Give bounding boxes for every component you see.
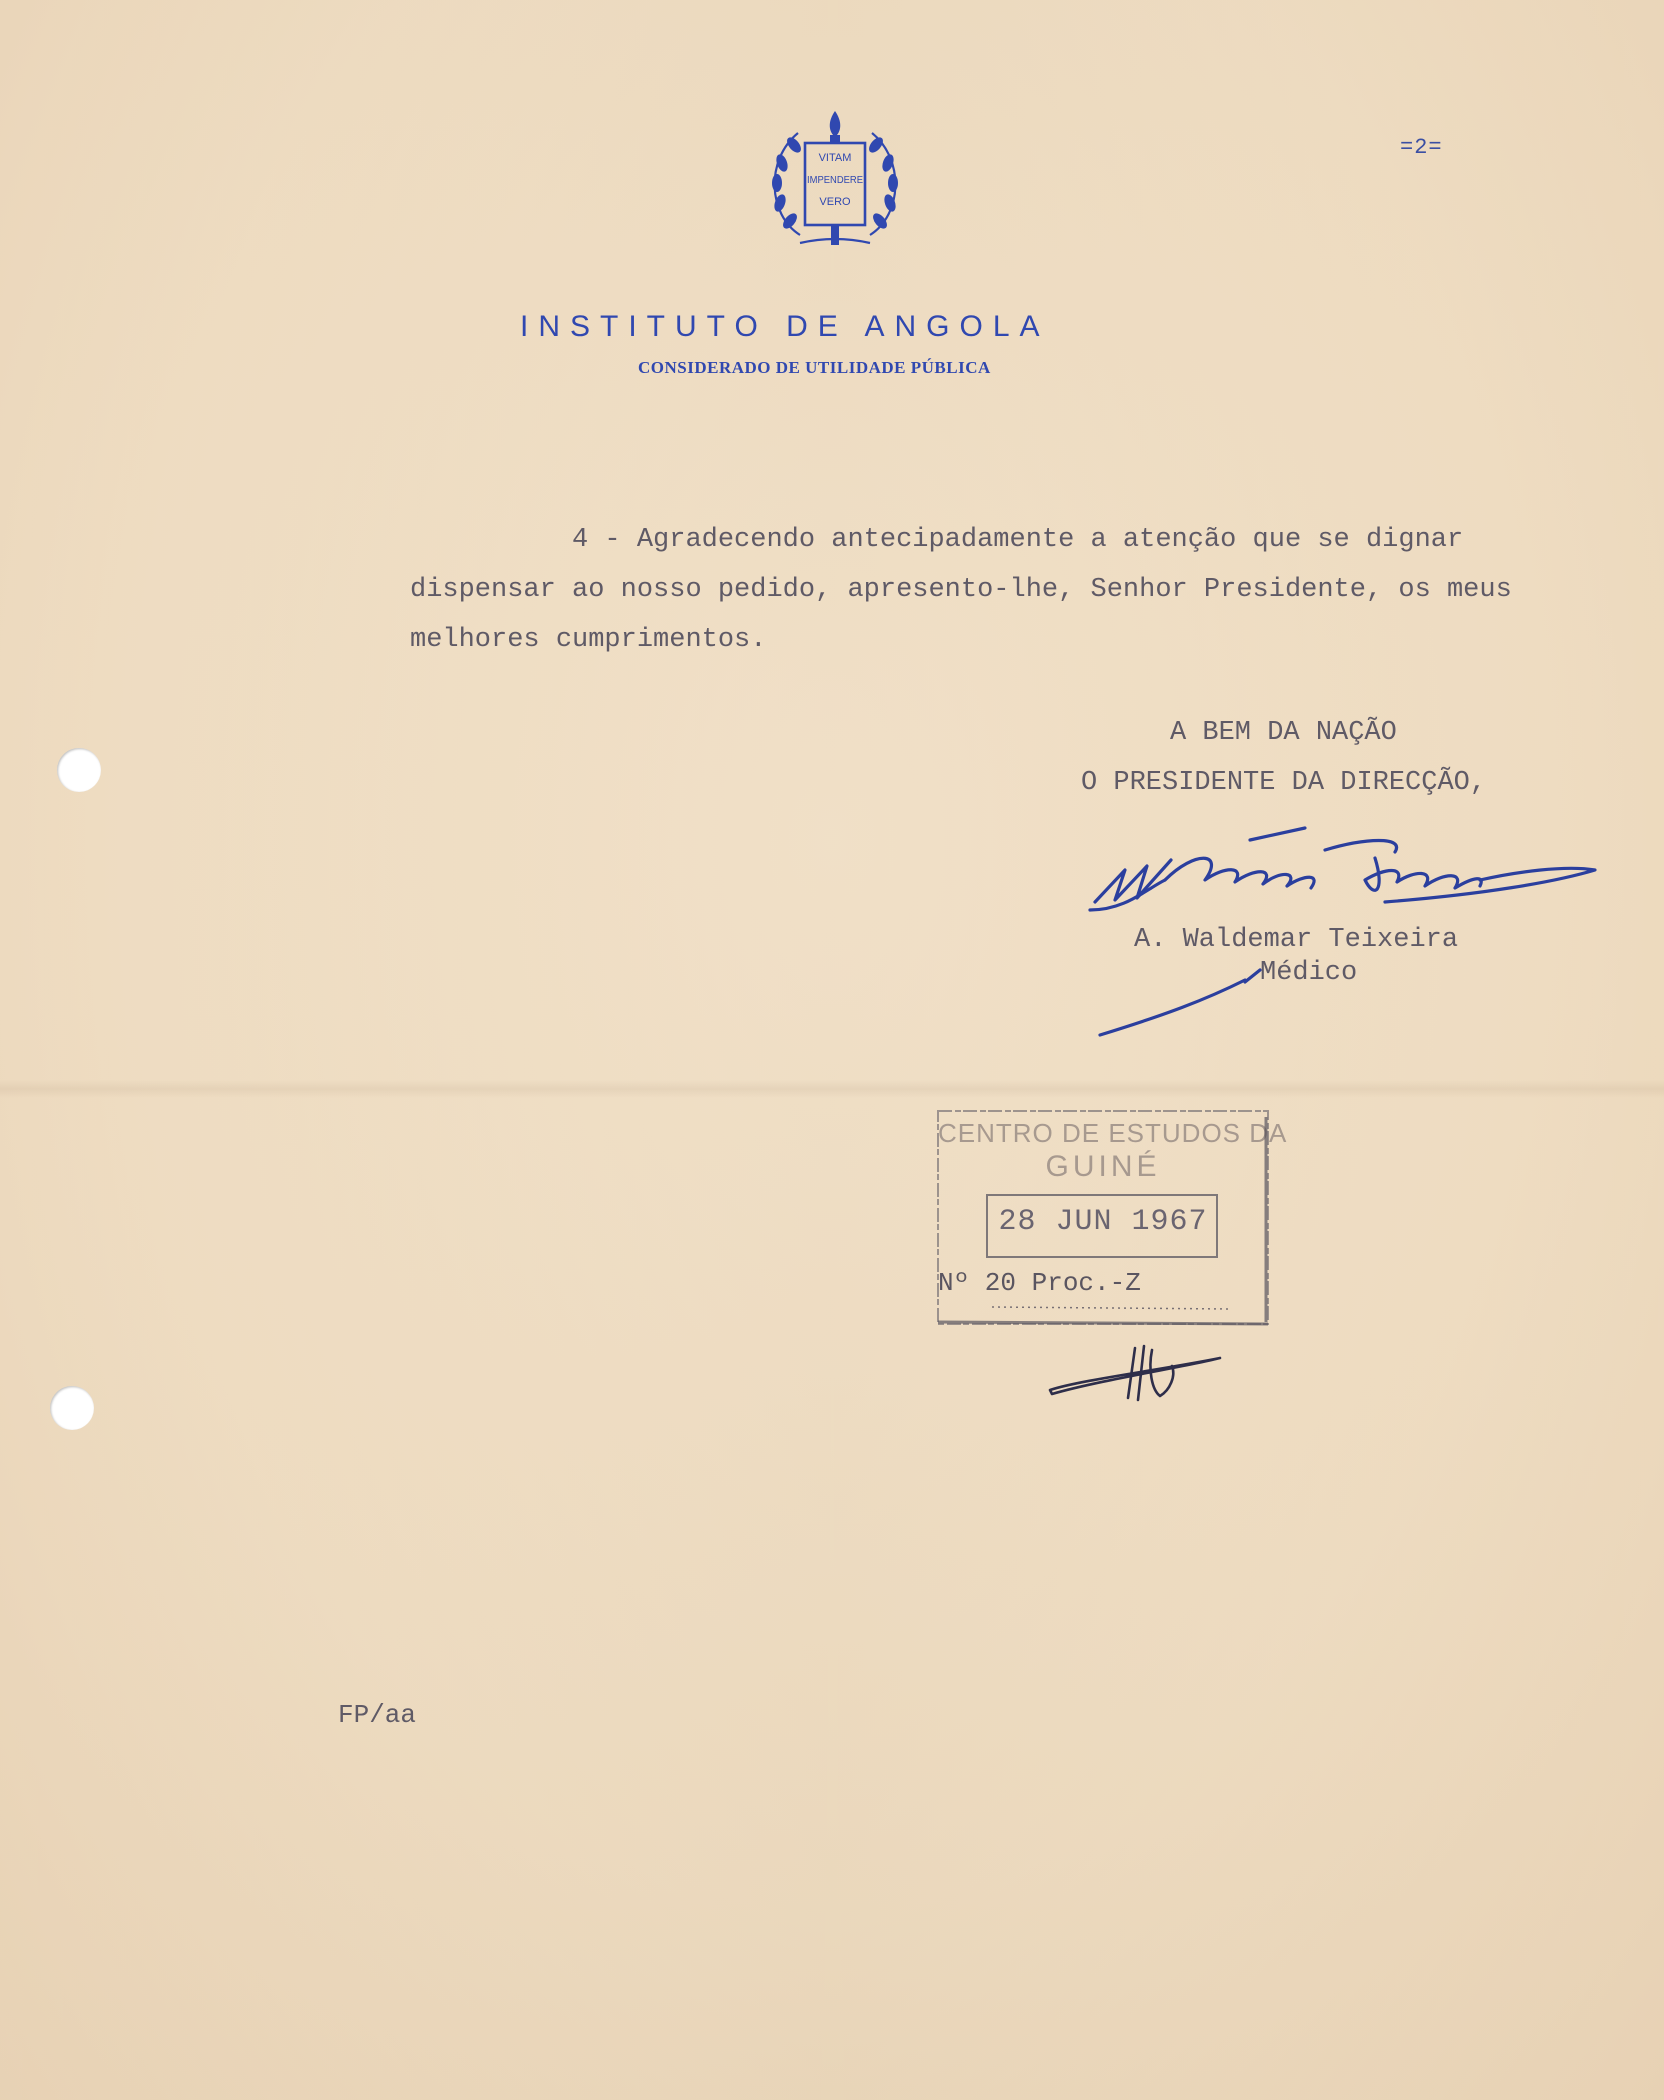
- crest-motto-line3: VERO: [819, 196, 851, 208]
- page-number: =2=: [1400, 135, 1443, 160]
- stamp-region: GUINÉ: [1045, 1150, 1161, 1183]
- signatory-name: A. Waldemar Teixeira: [1134, 925, 1459, 955]
- signatory-role: Médico: [1260, 958, 1358, 988]
- crest-motto-line1: VITAM: [818, 152, 852, 164]
- body-line: dispensar ao nosso pedido, apresento-lhe, Senhor Presidente, os meus: [410, 575, 1512, 605]
- crest-motto-line2: IMPENDERE: [807, 175, 864, 186]
- institute-subtitle: CONSIDERADO DE UTILIDADE PÚBLICA: [638, 358, 991, 377]
- letter-body: [410, 515, 1660, 665]
- body-line: 4 - Agradecendo antecipadamente a atenção que se dignar: [410, 525, 1464, 555]
- stamp-organization: CENTRO DE ESTUDOS DA: [938, 1118, 1288, 1148]
- punch-hole-top: [57, 748, 101, 792]
- stamp-file-number: Nº 20 Proc.-Z: [938, 1268, 1141, 1298]
- reference-initials: FP/aa: [338, 1700, 417, 1730]
- body-line: melhores cumprimentos.: [410, 625, 767, 655]
- stamp-date: 28 JUN 1967: [998, 1205, 1208, 1239]
- closing-salutation: A BEM DA NAÇÃO: [1170, 718, 1397, 748]
- handwritten-initials: [1040, 1330, 1240, 1410]
- handwritten-signature: [1085, 810, 1605, 1050]
- crest-motto: [805, 143, 865, 223]
- punch-hole-bottom: [50, 1386, 94, 1430]
- closing-title: O PRESIDENTE DA DIRECÇÃO,: [1081, 768, 1487, 798]
- institute-name: INSTITUTO DE ANGOLA: [520, 310, 1050, 343]
- paper-fold: [0, 1080, 1664, 1098]
